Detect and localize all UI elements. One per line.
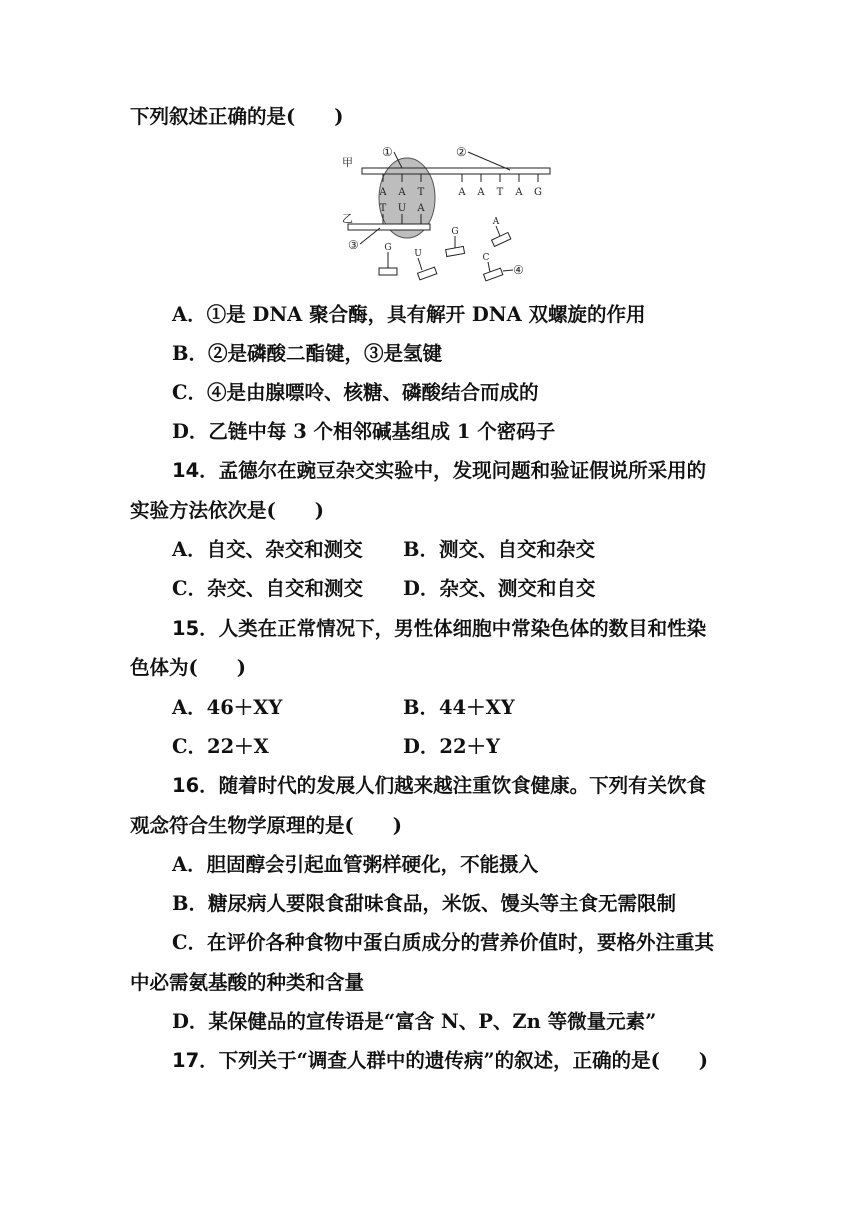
q14-option-c: C．杂交、自交和测交 xyxy=(172,577,364,600)
free-base: A xyxy=(492,217,500,227)
template-base: T xyxy=(417,187,425,198)
q14-option-d: D．杂交、测交和自交 xyxy=(403,577,596,600)
label-jia: 甲 xyxy=(342,156,353,169)
q14-option-b: B．测交、自交和杂交 xyxy=(403,538,595,561)
q14-number: 14． xyxy=(172,459,219,482)
q15-option-b: B．44＋XY xyxy=(403,696,515,719)
label-yi: 乙 xyxy=(342,212,353,225)
free-base: U xyxy=(414,249,422,259)
q16-option-b: B．糖尿病人要限食甜味食品，米饭、馒头等主食无需限制 xyxy=(172,892,676,915)
q13-option-c: C．④是由腺嘌呤、核糖、磷酸结合而成的 xyxy=(172,381,539,404)
q13-option-b: B．②是磷酸二酯键，③是氢键 xyxy=(172,342,442,365)
q14-stem-line2: 实验方法依次是( ) xyxy=(130,499,324,522)
template-base: G xyxy=(534,187,542,198)
q15-stem-line2: 色体为( ) xyxy=(130,656,246,679)
rna-base: A xyxy=(417,203,425,214)
label-4: ④ xyxy=(513,263,524,277)
label-1: ① xyxy=(382,145,393,159)
label-3: ③ xyxy=(348,238,359,252)
q16-option-d: D．某保健品的宣传语是“富含 N、P、Zn 等微量元素” xyxy=(172,1010,657,1033)
template-base: T xyxy=(496,187,504,198)
q13-stem: 下列叙述正确的是( ) xyxy=(130,105,344,128)
free-base: G xyxy=(384,243,392,253)
transcription-diagram xyxy=(340,140,560,290)
q14-option-a: A．自交、杂交和测交 xyxy=(172,538,363,561)
free-base: G xyxy=(451,227,459,237)
q14-stem-text: 孟德尔在豌豆杂交实验中，发现问题和验证假说所采用的 xyxy=(218,459,707,482)
template-base: A xyxy=(515,187,523,198)
q15-number: 15． xyxy=(172,617,219,640)
q16-stem-line1 xyxy=(172,773,706,799)
q16-option-a: A．胆固醇会引起血管粥样硬化，不能摄入 xyxy=(172,853,539,876)
q15-option-d: D．22＋Y xyxy=(403,735,500,758)
q13-option-d: D．乙链中每 3 个相邻碱基组成 1 个密码子 xyxy=(172,420,556,443)
rna-base: T xyxy=(379,203,387,214)
free-base: C xyxy=(482,253,490,263)
q15-option-a: A．46＋XY xyxy=(172,696,283,719)
q16-option-c-line1: C．在评价各种食物中蛋白质成分的营养价值时，要格外注重其 xyxy=(172,931,715,954)
rna-strand xyxy=(348,224,430,230)
template-base: A xyxy=(458,187,466,198)
q16-stem-line2: 观念符合生物学原理的是( ) xyxy=(130,814,402,837)
rna-base: U xyxy=(397,203,407,214)
label-2: ② xyxy=(456,145,467,159)
template-base: A xyxy=(398,187,406,198)
q16-number: 16． xyxy=(172,774,219,797)
q17-stem-text: 下列关于“调查人群中的遗传病”的叙述，正确的是( ) xyxy=(218,1049,709,1072)
q17-stem-line1 xyxy=(172,1048,708,1074)
q15-stem-line1 xyxy=(172,616,706,642)
q15-stem-text: 人类在正常情况下，男性体细胞中常染色体的数目和性染 xyxy=(218,617,707,640)
template-base: A xyxy=(379,187,387,198)
q13-option-a: A．①是 DNA 聚合酶，具有解开 DNA 双螺旋的作用 xyxy=(172,303,646,326)
q17-number: 17． xyxy=(172,1049,219,1072)
q16-stem-text: 随着时代的发展人们越来越注重饮食健康。下列有关饮食 xyxy=(218,774,707,797)
q15-option-c: C．22＋X xyxy=(172,735,269,758)
template-base: A xyxy=(477,187,485,198)
q16-option-c-line2: 中必需氨基酸的种类和含量 xyxy=(130,971,365,994)
q14-stem-line1 xyxy=(172,458,706,484)
